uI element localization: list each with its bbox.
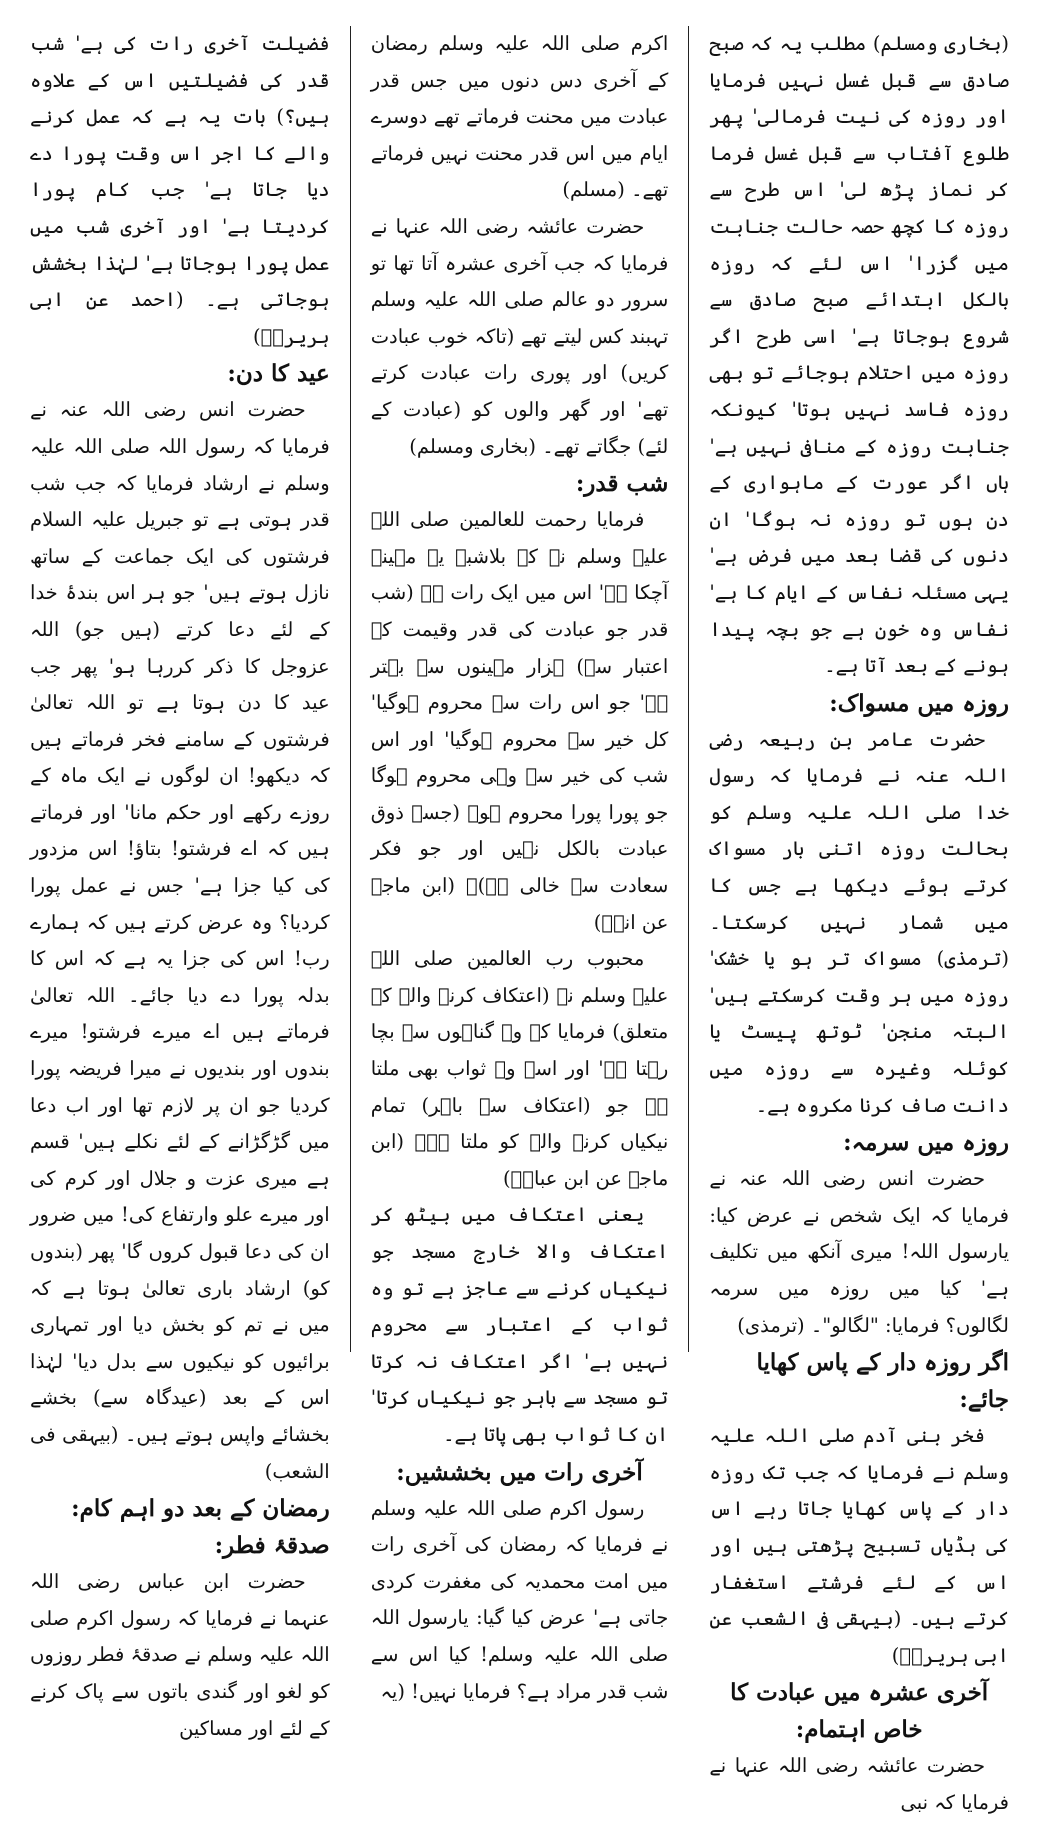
- section-heading: آخری رات میں بخششیں:: [396, 1458, 643, 1486]
- section-heading: رمضان کے بعد دو اہم کام:: [71, 1495, 330, 1523]
- paragraph: حضرت عامر بن ربیعہ رضی اللہ عنہ نے فرمایا کہ رسول خدا صلی اللہ علیہ وسلم کو بحالت روزہ اتنی بار مسواک کرتے ہوئے دیکھا ہے جس کا میں شمار نہیں کرسکتا۔ (ترمذی) مسواک تر ہو یا خشک' روزہ میں ہر وقت کرسکتے ہیں' البتہ منجن' ٹوتھ پیسٹ یا کوئلہ وغیرہ سے روزہ میں دانت صاف کرنا مکروہ ہے۔: [709, 727, 1009, 1117]
- section-heading: عید کا دن:: [227, 360, 330, 388]
- section-heading: شب قدر:: [575, 470, 669, 498]
- paragraph: فخر بنی آدم صلی اللہ علیہ وسلم نے فرمایا کہ جب تک روزہ دار کے پاس کھایا جاتا رہے اس کی ہڈیاں تسبیح پڑھتی ہیں اور اس کے لئے فرشتے استغفار کرتے ہیں۔ (بیہقی فی الشعب عن ابی ہریرہؓ): [709, 1424, 1009, 1667]
- paragraph: اکرم صلی اللہ علیہ وسلم رمضان کے آخری دس دنوں میں جس قدر عبادت میں محنت فرماتے تھے دوسرے ایام میں اس قدر محنت نہیں فرماتے تھے۔ (مسلم): [370, 32, 669, 202]
- section-heading: اگر روزہ دار کے پاس کھایا جائے:: [756, 1349, 1009, 1414]
- paragraph: فضیلت آخری رات کی ہے' شب قدر کی فضیلتیں اس کے علاوہ ہیں؟) بات یہ ہے کہ عمل کرنے والے کا اجر اس وقت پورا دے دیا جاتا ہے' جب کام پورا کردیتا ہے' اور آخری شب میں عمل پورا ہوجاتا ہے' لہٰذا بخشش ہوجاتی ہے۔ (احمد عن ابی ہریرہؓ): [30, 32, 330, 348]
- paragraph: رسول اکرم صلی اللہ علیہ وسلم نے فرمایا کہ رمضان کی آخری رات میں امت محمدیہ کی مغفرت کردی جاتی ہے' عرض کیا گیا: یارسول اللہ صلی اللہ علیہ وسلم! کیا اس سے شب قدر مراد ہے؟ فرمایا نہیں! (یہ: [370, 1496, 669, 1703]
- paragraph: حضرت عائشہ رضی اللہ عنہا نے فرمایا کہ جب آخری عشرہ آتا تھا تو سرور دو عالم صلی اللہ علیہ وسلم تہبند کس لیتے تھے (تاکہ خوب عبادت کریں) اور پوری رات عبادت کرتے تھے' اور گھر والوں کو (عبادت کے لئے) جگاتے تھے۔ (بخاری ومسلم): [370, 214, 669, 458]
- paragraph: حضرت ابن عباس رضی اللہ عنہما نے فرمایا کہ رسول اکرم صلی اللہ علیہ وسلم نے صدقۂ فطر روزوں کو لغو اور گندی باتوں سے پاک کرنے کے لئے اور مساکین: [30, 1570, 330, 1740]
- paragraph: یعنی اعتکاف میں بیٹھ کر اعتکاف والا خارج مسجد جو نیکیاں کرنے سے عاجز ہے تو وہ ثواب کے اعتبار سے محروم نہیں ہے' اگر اعتکاف نہ کرتا تو مسجد سے باہر جو نیکیاں کرتا' ان کا ثواب بھی پاتا ہے۔: [370, 1203, 669, 1446]
- paragraph: (بخاری ومسلم) مطلب یہ کہ صبح صادق سے قبل غسل نہیں فرمایا اور روزہ کی نیت فرمالی' پھر طلوع آفتاب سے قبل غسل فرما کر نماز پڑھ لی' اس طرح سے روزہ کا کچھ حصہ حالت جنابت میں گزرا' اس لئے کہ روزہ بالکل ابتدائے صبح صادق سے شروع ہوجاتا ہے' اسی طرح اگر روزہ میں احتلام ہوجائے تو بھی روزہ فاسد نہیں ہوتا' کیونکہ جنابت روزہ کے منافی نہیں ہے' ہاں اگر عورت کے ماہواری کے دن ہوں تو روزہ نہ ہوگا' ان دنوں کی قضا بعد میں فرض ہے' یہی مسئلہ نفاس کے ایام کا ہے' نفاس وہ خون ہے جو بچہ پیدا ہونے کے بعد آتا ہے۔: [709, 32, 1009, 678]
- paragraph: فرمایا رحمت للعالمین صلی اللہ علیہ وسلم نے کہ بلاشبہ یہ مہینہ آچکا ہے' اس میں ایک رات ہے (شب قدر جو عبادت کی قدر وقیمت کے اعتبار سے) ہزار مہینوں سے بہتر ہے' جو اس رات سے محروم ہوگیا' کل خیر سے محروم ہوگیا' اور اس شب کی خیر سے وہی محروم ہوگا جو پورا پورا محروم ہو۔ (جسے ذوق عبادت بالکل نہیں اور جو فکر سعادت سے خالی ہے)۔ (ابن ماجہ عن انسؓ): [370, 508, 669, 934]
- section-heading: آخری عشرہ میں عبادت کا خاص اہتمام:: [730, 1679, 989, 1744]
- paragraph: حضرت انس رضی اللہ عنہ نے فرمایا کہ ایک شخص نے عرض کیا: یارسول اللہ! میری آنکھ میں تکلیف ہے' کیا میں روزہ میں سرمہ لگالوں؟ فرمایا: "لگالو"۔ (ترمذی): [709, 1167, 1009, 1337]
- column-middle: [350, 26, 690, 1703]
- paragraph: محبوب رب العالمین صلی اللہ علیہ وسلم نے (اعتکاف کرنے والے کے متعلق) فرمایا کہ وہ گناہوں سے بچا رہتا ہے' اور اسے وہ ثواب بھی ملتا ہے جو (اعتکاف سے باہر) تمام نیکیاں کرنے والے کو ملتا ہے۔ (ابن ماجہ عن ابن عباسؓ): [370, 947, 669, 1190]
- paragraph: حضرت عائشہ رضی اللہ عنہا نے فرمایا کہ نبی: [709, 1754, 1009, 1814]
- section-heading: صدقۂ فطر:: [214, 1532, 330, 1560]
- column-left: [10, 26, 350, 1740]
- section-heading: روزہ میں مسواک:: [829, 689, 1009, 717]
- column-right: [689, 26, 1029, 1814]
- section-heading: روزہ میں سرمہ:: [843, 1129, 1009, 1157]
- paragraph: حضرت انس رضی اللہ عنہ نے فرمایا کہ رسول اللہ صلی اللہ علیہ وسلم نے ارشاد فرمایا کہ جب شب قدر ہوتی ہے تو جبریل علیہ السلام فرشتوں کی ایک جماعت کے ساتھ نازل ہوتے ہیں' جو ہر اس بندۂ خدا کے لئے دعا کرتے (ہیں جو) اللہ عزوجل کا ذکر کررہا ہو' پھر جب عید کا دن ہوتا ہے تو اللہ تعالیٰ فرشتوں کے سامنے فخر فرماتے ہیں کہ دیکھو! ان لوگوں نے ایک ماہ کے روزے رکھے اور حکم مانا' اور فرماتے ہیں کہ اے فرشتو! بتاؤ! اس مزدور کی کیا جزا ہے' جس نے عمل پورا کردیا؟ وہ عرض کرتے ہیں کہ ہمارے رب! اس کی جزا یہ ہے کہ اس کا بدلہ پورا دے دیا جائے۔ اللہ تعالیٰ فرماتے ہیں اے میرے فرشتو! میرے بندوں اور بندیوں نے میرا فریضہ پورا کردیا جو ان پر لازم تھا اور اب دعا میں گڑگڑانے کے لئے نکلے ہیں' قسم ہے میری عزت و جلال اور کرم کی اور میرے علو وارتفاع کی! میں ضرور ان کی دعا قبول کروں گا' پھر (بندوں کو) ارشاد باری تعالیٰ ہوتا ہے کہ میں نے تم کو بخش دیا اور تمہاری برائیوں کو نیکیوں سے بدل دیا' لہٰذا اس کے بعد (عیدگاہ سے) بخشے بخشائے واپس ہوتے ہیں۔ (بیہقی فی الشعب): [30, 398, 330, 1483]
